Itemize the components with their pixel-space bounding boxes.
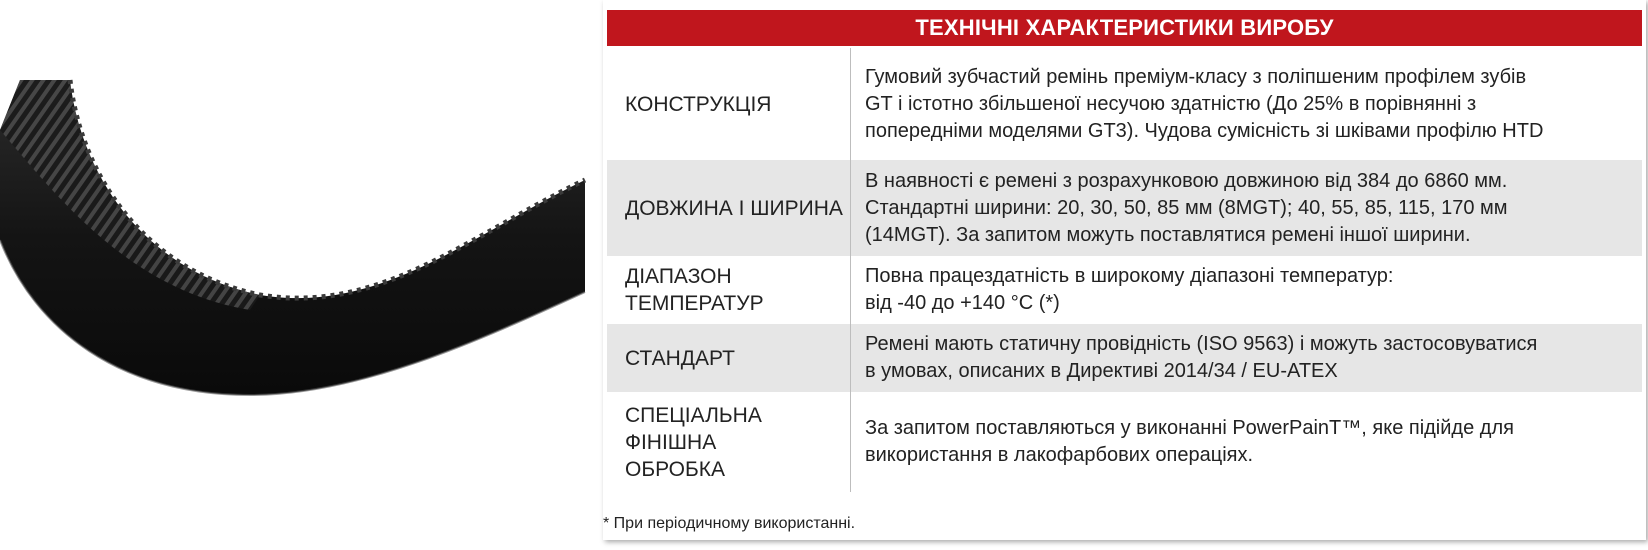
spec-row-construction <box>607 48 1642 160</box>
footnote: * При періодичному використанні. <box>603 515 856 532</box>
spec-row-standard <box>607 324 1642 392</box>
spec-value: Гумовий зубчастий ремінь преміум-класу з поліпшеним профілем зубів GT і істотно збільшеної несучою здатністю (До 25% в порівнянні з попередніми моделями GT3). Чудова сумісність зі шківами профілю HTD <box>865 65 1544 142</box>
spec-row-special-finish <box>607 392 1642 492</box>
spec-label: ДОВЖИНА І ШИРИНА <box>607 160 851 256</box>
spec-row-length-width <box>607 160 1642 256</box>
spec-value: Ремені мають статичну провідність (ISO 9563) і можуть застосовуватися в умовах, описаних в Директиві 2014/34 / EU-ATEX <box>865 333 1538 382</box>
spec-row-temperature <box>607 256 1642 324</box>
spec-label: СТАНДАРТ <box>607 324 851 392</box>
spec-value: Повна працездатність в широкому діапазоні температур: від -40 до +140 °C (*) <box>865 265 1394 314</box>
spec-card <box>603 0 1646 540</box>
timing-belt-illustration <box>0 60 590 420</box>
spec-label: КОНСТРУКЦІЯ <box>607 48 851 160</box>
timing-belt-image <box>0 60 590 420</box>
spec-label: СПЕЦІАЛЬНА ФІНІШНА ОБРОБКА <box>607 392 851 492</box>
spec-table-header: ТЕХНІЧНІ ХАРАКТЕРИСТИКИ ВИРОБУ <box>607 10 1642 46</box>
spec-label: ДІАПАЗОН ТЕМПЕРАТУР <box>607 256 851 324</box>
spec-value: В наявності є ремені з розрахунковою довжиною від 384 до 6860 мм. Стандартні ширини: 20, 30, 50, 85 мм (8MGT); 40, 55, 85, 115, 170 мм (14MGT). За запитом можуть поставлятися ремені іншої ширини. <box>865 169 1508 246</box>
spec-value: За запитом поставляються у виконанні PowerPainT™, яке підійде для використання в лакофарбових операціях. <box>865 417 1514 466</box>
